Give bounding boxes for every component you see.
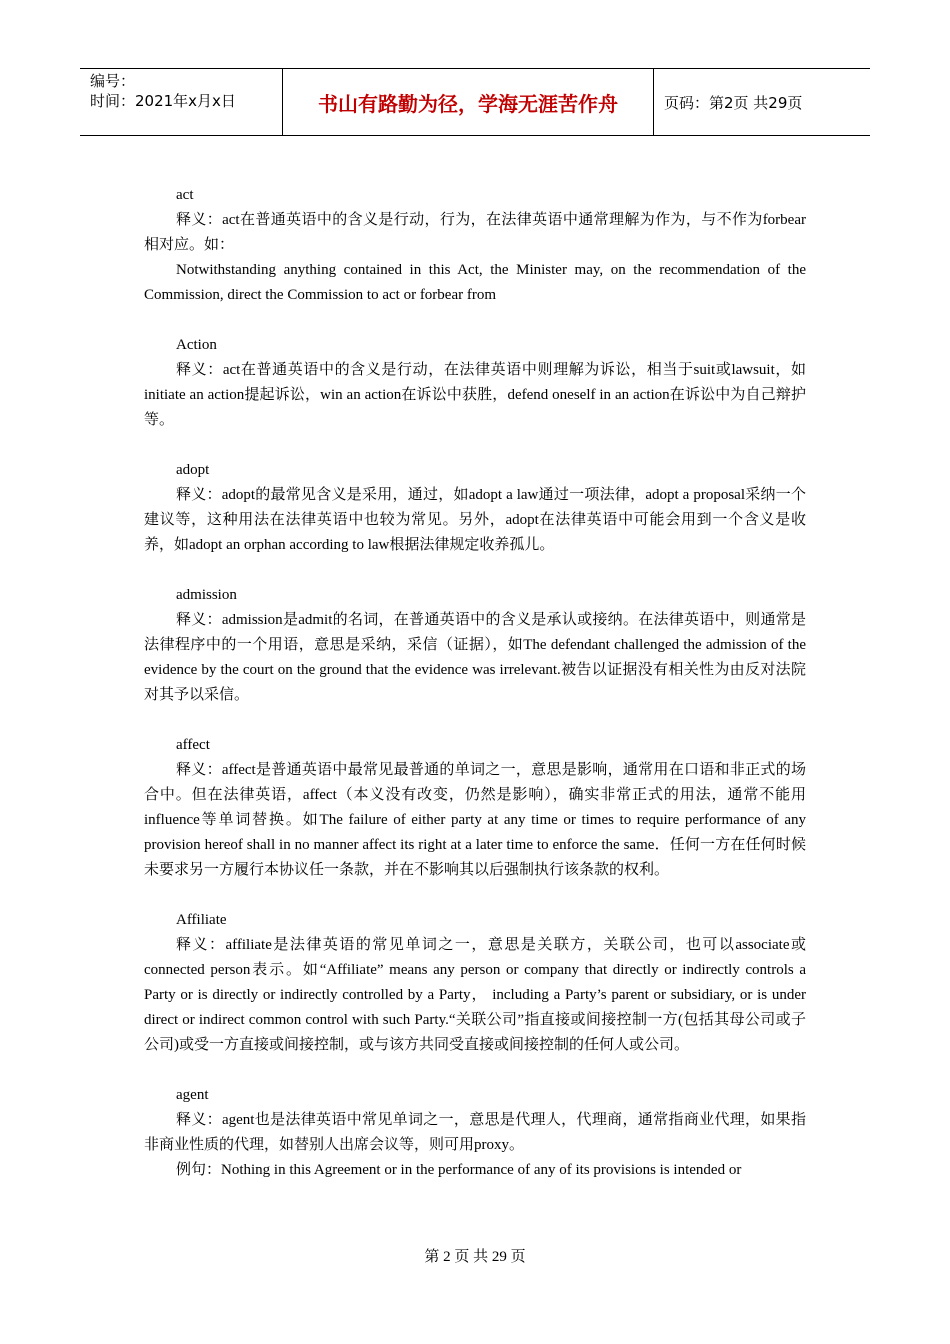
entry-example: Notwithstanding anything contained in this Act, the Minister may, on the recommendation of the Commission, direct the Commission to act or forbear from [144, 262, 806, 303]
entry-example: 例句：Nothing in this Agreement or in the performance of any of its provisions is intended or [176, 1162, 742, 1178]
entry-admission [144, 583, 806, 708]
entry-definition: 释义：agent也是法律英语中常见单词之一，意思是代理人，代理商，通常指商业代理，如果指非商业性质的代理，如替别人出席会议等，则可用proxy。 [144, 1112, 806, 1153]
entry-term: admission [176, 587, 237, 603]
entry-term: Affiliate [176, 912, 227, 928]
entry-term: adopt [176, 462, 210, 478]
entry-term: affect [176, 737, 210, 753]
entry-affiliate [144, 908, 806, 1058]
document-header [80, 68, 870, 136]
entry-definition: 释义：affect是普通英语中最常见最普通的单词之一，意思是影响，通常用在口语和非正式的场合中。但在法律英语，affect（本义没有改变，仍然是影响），确实非常正式的用法，通常不能用influence等单词替换。如The failure of either party at any time or times to require performance of any provision hereof shall in no manner affect its right at a later time to enforce the same．任何一方在任何时候未要求另一方履行本协议任一条款，并在不影响其以后强制执行该条款的权利。 [144, 762, 806, 878]
header-meta [80, 69, 282, 135]
entry-term: act [176, 187, 194, 203]
entry-term: Action [176, 337, 217, 353]
entry-affect [144, 733, 806, 883]
number-label: 编号： [90, 72, 136, 90]
page-footer: 第 2 页 共 29 页 [424, 1249, 526, 1265]
entry-agent [144, 1083, 806, 1183]
entry-act [144, 183, 806, 308]
entry-adopt [144, 458, 806, 558]
time-label: 时间：2021年x月x日 [90, 92, 236, 110]
header-page-info: 页码：第2页 共29页 [664, 93, 803, 112]
entry-action [144, 333, 806, 433]
entry-definition: 释义：act在普通英语中的含义是行动，行为，在法律英语中通常理解为作为，与不作为forbear相对应。如： [144, 212, 806, 253]
document-body [144, 183, 806, 1208]
entry-definition: 释义：adopt的最常见含义是采用，通过，如adopt a law通过一项法律，adopt a proposal采纳一个建议等，这种用法在法律英语中也较为常见。另外，adopt在法律英语中可能会用到一个含义是收养，如adopt an orphan according to law根据法律规定收养孤儿。 [144, 487, 806, 553]
entry-term: agent [176, 1087, 209, 1103]
entry-definition: 释义：affiliate是法律英语的常见单词之一，意思是关联方，关联公司，也可以associate或connected person表示。如“Affiliate” means any person or company that directly or indirectly controls a Party or is directly or indirectly controlled by a Party， including a Party’s parent or subsidiary, or is under direct or indirect common control with such Party.“关联公司”指直接或间接控制一方(包括其母公司或子公司)或受一方直接或间接控制，或与该方共同受直接或间接控制的任何人或公司。 [144, 937, 806, 1053]
entry-definition: 释义：act在普通英语中的含义是行动，在法律英语中则理解为诉讼，相当于suit或lawsuit，如initiate an action提起诉讼，win an action在诉讼中获胜，defend oneself in an action在诉讼中为自己辩护等。 [144, 362, 806, 428]
entry-definition: 释义：admission是admit的名词，在普通英语中的含义是承认或接纳。在法律英语中，则通常是法律程序中的一个用语，意思是采纳，采信（证据），如The defendant challenged the admission of the evidence by the court on the ground that the evidence was irrelevant.被告以证据没有相关性为由反对法院对其予以采信。 [144, 612, 806, 703]
header-motto: 书山有路勤为径，学海无涯苦作舟 [282, 69, 654, 135]
